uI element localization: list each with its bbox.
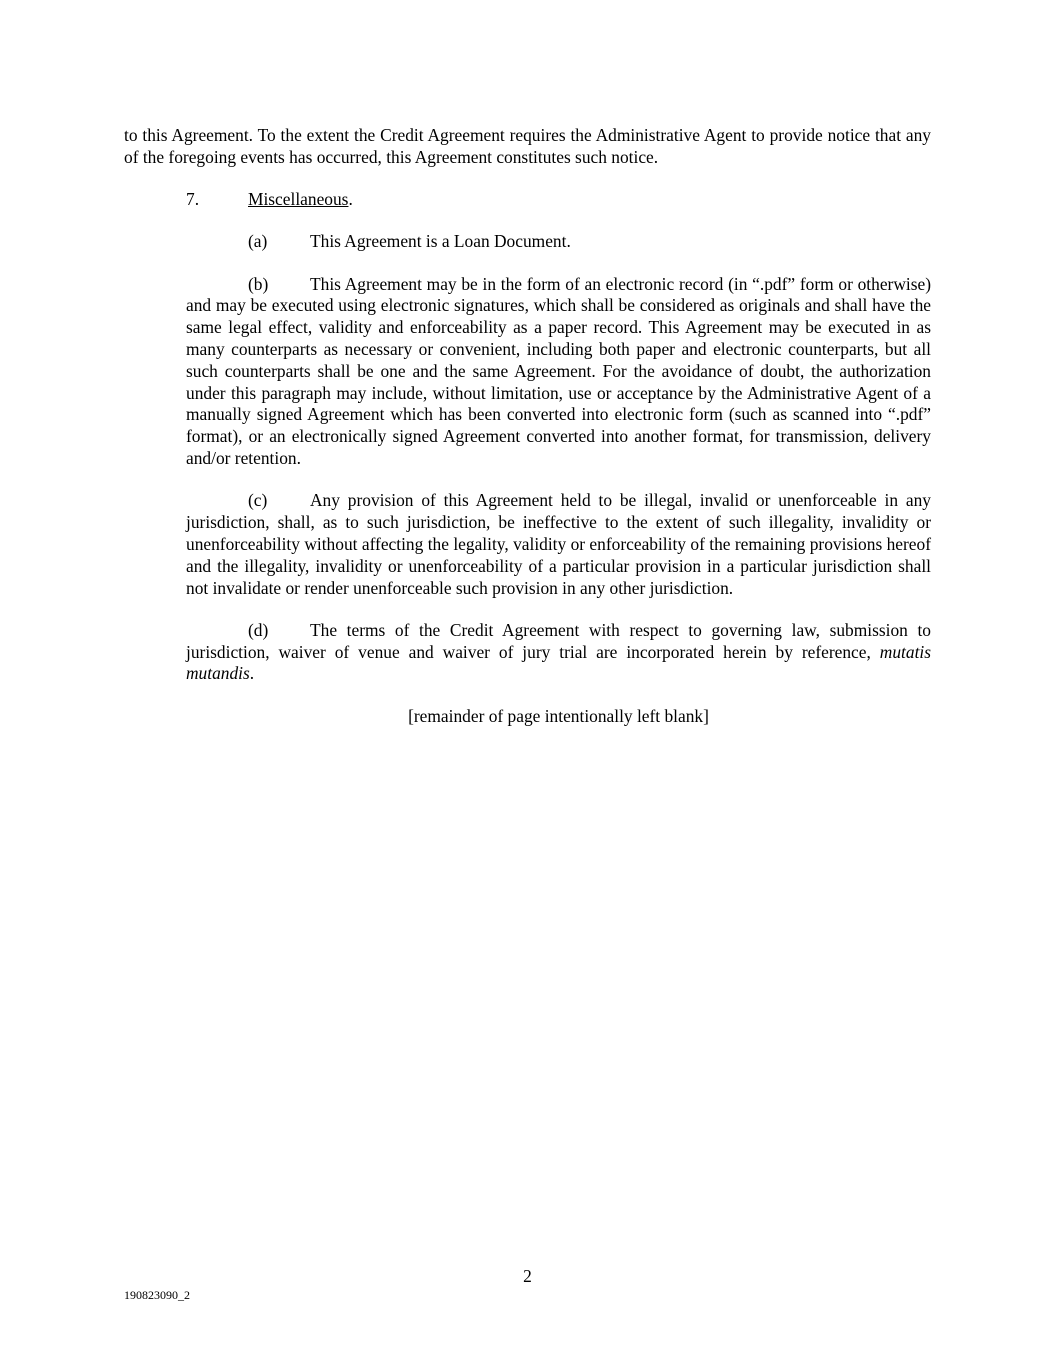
- subsection-text: Any provision of this Agreement held to be illegal, invalid or unenforceable in any jurisdiction, shall, as to such jurisdiction, be ineffective to the extent of such illegality, invalidity or unenforceability without affecting the legality, validity or enforceability of the remaining provisions hereof and the illegality, invalidity or unenforceability of a particular provision in a particular jurisdiction shall not invalidate or render unenforceable such provision in any other jurisdiction.: [186, 490, 931, 598]
- subsection-end-text: .: [249, 663, 255, 684]
- section-number: 7.: [186, 189, 200, 210]
- section-title: Miscellaneous: [248, 189, 349, 210]
- page-number: 2: [523, 1266, 532, 1286]
- subsection-a: [186, 231, 931, 253]
- subsection-italic-text: mutatis mutandis: [186, 641, 931, 684]
- document-body: [124, 125, 931, 728]
- subsection-label: (d): [248, 619, 269, 640]
- subsection-b: [186, 274, 931, 470]
- subsection-text: The terms of the Credit Agreement with respect to governing law, submission to jurisdiction, waiver of venue and waiver of jury trial are incorporated herein by reference,: [186, 619, 931, 662]
- document-id: 190823090_2: [124, 1288, 190, 1302]
- section-title-suffix: .: [348, 189, 353, 210]
- subsection-c: [186, 490, 931, 599]
- subsection-label: (b): [248, 273, 269, 294]
- remainder-note: [remainder of page intentionally left blank]: [408, 705, 709, 726]
- subsection-label: (a): [248, 231, 268, 252]
- subsection-text: This Agreement is a Loan Document.: [310, 231, 571, 252]
- intro-paragraph: to this Agreement. To the extent the Credit Agreement requires the Administrative Agent to provide notice that any of the foregoing events has occurred, this Agreement constitutes such notice.: [124, 125, 931, 167]
- subsection-text: This Agreement may be in the form of an electronic record (in “.pdf” form or otherwise) and may be executed using electronic signatures, which shall be considered as originals and shall have the same legal effect, validity and enforceability as a paper record. This Agreement may be executed in as many counterparts as necessary or convenient, including both paper and electronic counterparts, but all such counterparts shall be one and the same Agreement. For the avoidance of doubt, the authorization under this paragraph may include, without limitation, use or acceptance by the Administrative Agent of a manually signed Agreement which has been converted into electronic form (such as scanned into “.pdf” format), or an electronically signed Agreement converted into another format, for transmission, delivery and/or retention.: [186, 273, 931, 469]
- section-heading: [124, 189, 931, 211]
- subsection-d: [186, 620, 931, 685]
- subsection-label: (c): [248, 490, 268, 511]
